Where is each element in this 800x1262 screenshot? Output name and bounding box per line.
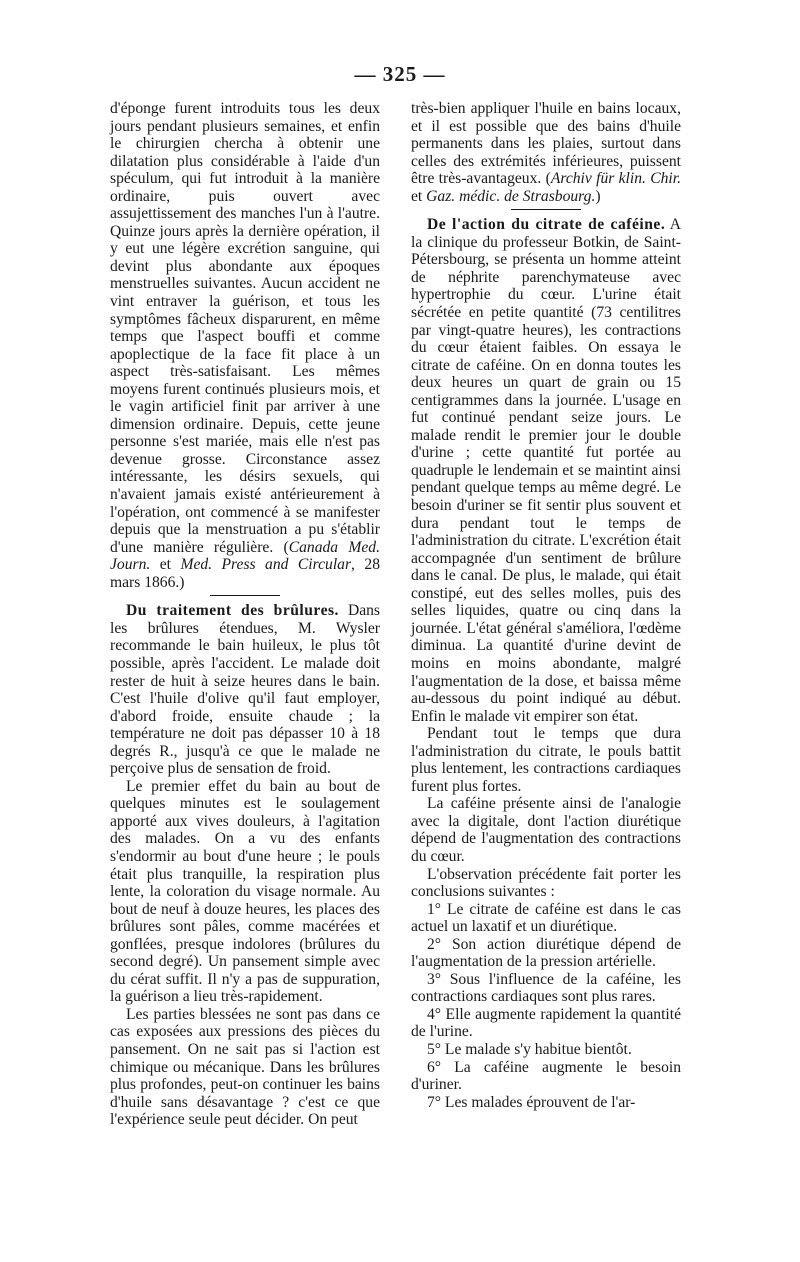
list-item: 1° Le citrate de caféine est dans le cas actuel un laxatif et un diurétique.	[411, 900, 681, 936]
paragraph: Le premier effet du bain au bout de quelques minutes est le soulagement apporté aux vives douleurs, à l'agitation des malades. On a vu des enfants s'endormir au bout d'une heure ; le pouls était plus tranquille, la respiration plus lente, la coloration du visage normale. Au bout de neuf à douze heures, les places des brûlures sont pâles, comme macérées et gonflées, presque indolores (brûlures du second degré). Un pansement simple avec du cérat suffit. Il n'y a pas de suppuration, la guérison a lieu très-rapidement.	[110, 777, 380, 1006]
list-item: 6° La caféine augmente le besoin d'uriner.	[411, 1058, 681, 1094]
paragraph: d'éponge furent introduits tous les deux jours pendant plusieurs semaines, et enfin le chirurgien chercha à obtenir une dilatation plus considérable à l'aide d'un spéculum, qui fut introduit à la manière ordinaire, puis ouvert avec assujettissement des manches l'un à l'autre. Quinze jours après la dernière opération, il y eut une légère excrétion sanguine, qui devint plus abondante aux époques menstruelles suivantes. Aucun accident ne vint entraver la guérison, et tous les symptômes fâcheux disparurent, en même temps que l'aspect bouffi et comme apoplectique de la face fit place à un aspect très-satisfaisant. Les mêmes moyens furent continués plusieurs mois, et le vagin artificiel finit par arriver à une dimension ordinaire. Depuis, cette jeune personne s'est mariée, mais elle n'est pas devenue grosse. Circonstance assez intéressante, les désirs sexuels, qui n'avaient jamais existé antérieurement à l'opération, ont commencé à se manifester depuis que la menstruation a pu s'établir d'une manière régulière. (Canada Med. Journ. et Med. Press and Circular, 28 mars 1866.)	[110, 100, 380, 591]
citation: Canada Med. Journ.	[110, 538, 380, 574]
section-heading: De l'action du citrate de caféine.	[427, 216, 666, 234]
conclusions-list	[411, 901, 681, 1112]
list-item: 2° Son action diurétique dépend de l'augmentation de la pression artérielle.	[411, 935, 681, 971]
section-divider	[511, 209, 581, 210]
citation: Gaz. médic. de Strasbourg.	[426, 187, 596, 205]
citation: Archiv für klin. Chir.	[550, 170, 681, 188]
citation: Med. Press and Circular	[180, 556, 352, 574]
left-column	[110, 100, 380, 1129]
list-item: 5° Le malade s'y habitue bientôt.	[427, 1040, 632, 1058]
paragraph: La caféine présente ainsi de l'analogie avec la digitale, dont l'action diurétique dépend de l'augmentation des contractions du cœur.	[411, 795, 681, 865]
paragraph: très-bien appliquer l'huile en bains locaux, et il est possible que des bains d'huile permanents dans les plaies, surtout dans celles des extrémités inférieures, puissent être très-avantageux. (Archiv für klin. Chir. et Gaz. médic. de Strasbourg.)	[411, 100, 681, 205]
paragraph: De l'action du citrate de caféine. A la clinique du professeur Botkin, de Saint-Pétersbourg, se présenta un homme atteint de néphrite parenchymateuse avec hypertrophie du cœur. L'urine était sécrétée en petite quantité (73 centilitres par vingt-quatre heures), les contractions du cœur étaient faibles. On essaya le citrate de caféine. On en donna toutes les deux heures un quart de grain ou 15 centigrammes dans la journée. L'usage en fut continué pendant seize jours. Le malade rendit le premier jour le double d'urine ; cette quantité fut portée au quadruple le lendemain et se maintint ainsi pendant quelque temps au même degré. Le besoin d'uriner se fit sentir plus souvent et dura pendant tout le temps de l'administration du citrate. L'excrétion était accompagnée d'un sentiment de brûlure dans le canal. De plus, le malade, qui était constipé, eut des selles molles, puis des selles liquides, quatre ou cinq dans la journée. L'état général s'améliora, l'œdème diminua. La quantité d'urine devint de moins en moins abondante, malgré l'augmentation de la dose, et baissa même au-dessous du point indiqué au début. Enfin le malade vit empirer son état.	[411, 216, 681, 725]
section-divider	[210, 595, 280, 596]
list-item: 4° Elle augmente rapidement la quantité de l'urine.	[411, 1005, 681, 1041]
paragraph: Pendant tout le temps que dura l'administration du citrate, le pouls battit plus lentement, les contractions cardiaques furent plus fortes.	[411, 725, 681, 795]
page-number: — 325 —	[354, 62, 446, 86]
list-item: 3° Sous l'influence de la caféine, les contractions cardiaques sont plus rares.	[411, 970, 681, 1006]
paragraph: Du traitement des brûlures. Dans les brûlures étendues, M. Wysler recommande le bain huileux, le plus tôt possible, après l'accident. Le malade doit rester de huit à seize heures dans le bain. C'est l'huile d'olive qu'il faut employer, d'abord froide, ensuite chaude ; la température ne doit pas dépasser 10 à 18 degrés R., jusqu'à ce que le malade ne perçoive plus de sensation de froid.	[110, 602, 380, 778]
list-item: 7° Les malades éprouvent de l'ar-	[427, 1093, 636, 1111]
paragraph: Les parties blessées ne sont pas dans ce cas exposées aux pressions des pièces du pansement. On ne sait pas si l'action est chimique ou mécanique. Dans les brûlures plus profondes, peut-on continuer les bains d'huile sans désavantage ? c'est ce que l'expérience seule peut décider. On peut	[110, 1005, 380, 1129]
section-heading: Du traitement des brûlures.	[126, 602, 339, 620]
right-column	[411, 100, 681, 1111]
paragraph: L'observation précédente fait porter les conclusions suivantes :	[411, 865, 681, 901]
